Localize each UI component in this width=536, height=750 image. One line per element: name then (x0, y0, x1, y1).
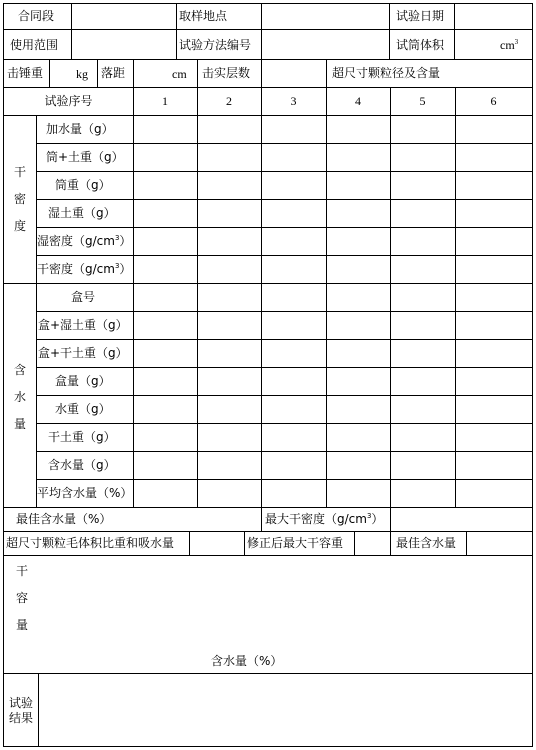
optimum-moisture-label-2: 最佳含水量 (396, 536, 457, 550)
row-divider (4, 283, 532, 284)
col-divider (390, 531, 391, 555)
moisture-group-label: 含 水 量 (13, 363, 26, 431)
row-divider (36, 311, 532, 312)
col-divider (36, 115, 37, 507)
col-divider (261, 87, 262, 507)
test-number: 4 (355, 94, 361, 108)
drop-distance-unit: cm (172, 67, 187, 81)
row-divider (4, 29, 532, 30)
col-divider (244, 531, 245, 555)
col-divider (466, 531, 467, 555)
row-divider (4, 87, 532, 88)
col-divider (176, 4, 177, 59)
row-divider (36, 451, 532, 452)
col-divider (454, 4, 455, 59)
contract-section-label: 合同段 (18, 9, 55, 23)
row-divider (36, 367, 532, 368)
col-divider (326, 59, 327, 87)
row-label-cylinder: 筒重（g） (55, 178, 111, 192)
row-divider (36, 395, 532, 396)
row-divider (4, 555, 532, 556)
dry-density-group-label: 干 密 度 (13, 165, 26, 233)
row-divider (36, 171, 532, 172)
row-divider (4, 673, 532, 674)
cylinder-volume-label: 试筒体积 (396, 38, 445, 52)
hammer-weight-label: 击锤重 (7, 66, 44, 80)
row-divider (36, 143, 532, 144)
test-number: 2 (226, 94, 232, 108)
col-divider (390, 507, 391, 531)
col-divider (133, 87, 134, 507)
row-label-box-number: 盒号 (71, 290, 96, 304)
col-divider (354, 531, 355, 555)
col-divider (38, 673, 39, 747)
col-divider (261, 4, 262, 59)
scope-label: 使用范围 (10, 38, 59, 52)
col-divider (71, 4, 72, 59)
max-dry-density-label: 最大干密度$(g/cm^3)$ (265, 512, 384, 526)
row-label-dry-soil: 干土重（g） (48, 430, 116, 444)
row-label-water: 水重（g） (55, 402, 111, 416)
graph-x-axis-label: 含水量（%） (211, 654, 283, 668)
row-label-box-wet-soil: 盒+湿土重（g） (38, 318, 128, 332)
row-label-wet-density: 湿密度$(g/cm^3)$ (37, 234, 132, 248)
row-divider (36, 199, 532, 200)
col-divider (97, 59, 98, 87)
row-divider (36, 255, 532, 256)
compaction-test-form (3, 3, 533, 747)
hammer-weight-unit: kg (76, 67, 88, 81)
row-divider (4, 531, 532, 532)
test-date-label: 试验日期 (396, 9, 445, 23)
row-divider (36, 227, 532, 228)
oversize-gravity-absorption-label: 超尺寸颗粒毛体积比重和吸水量 (6, 536, 175, 550)
row-label-wet-soil: 湿土重（g） (48, 206, 116, 220)
cylinder-volume-unit: $cm^3$ (500, 38, 519, 52)
row-divider (36, 423, 532, 424)
row-divider (36, 339, 532, 340)
row-divider (36, 479, 532, 480)
row-label-average-moisture: 平均含水量（%） (37, 486, 133, 500)
col-divider (326, 87, 327, 507)
row-label-dry-density: 干密度$(g/cm^3)$ (37, 262, 132, 276)
row-label-moisture: 含水量（g） (48, 458, 116, 472)
optimum-moisture-label: 最佳含水量（%） (16, 512, 112, 526)
row-label-box-dry-soil: 盒+干土重（g） (38, 346, 128, 360)
col-divider (49, 59, 50, 87)
sampling-location-label: 取样地点 (179, 9, 228, 23)
col-divider (390, 87, 391, 507)
row-divider (4, 507, 532, 508)
col-divider (261, 507, 262, 531)
row-divider (4, 115, 532, 116)
row-label-water-added: 加水量（g） (46, 122, 114, 136)
col-divider (455, 87, 456, 507)
col-divider (197, 87, 198, 507)
col-divider (389, 4, 390, 59)
compaction-layers-label: 击实层数 (202, 66, 251, 80)
graph-y-axis-label: 干 容 量 (15, 564, 28, 632)
col-divider (133, 59, 134, 87)
result-label-line1: 试验 (9, 696, 34, 710)
test-number: 3 (290, 94, 297, 108)
test-number: 1 (162, 94, 168, 108)
test-number: 6 (490, 94, 497, 108)
row-label-box: 盒量（g） (55, 374, 111, 388)
result-label-line2: 结果 (9, 711, 34, 725)
col-divider (197, 59, 198, 87)
row-divider (4, 59, 532, 60)
test-sequence-label: 试验序号 (44, 94, 93, 108)
col-divider (261, 59, 262, 87)
row-label-cylinder-soil: 筒+土重（g） (46, 150, 124, 164)
col-divider (189, 531, 190, 555)
corrected-max-dry-density-label: 修正后最大干容重 (247, 536, 344, 550)
oversize-particle-label: 超尺寸颗粒径及含量 (332, 66, 441, 80)
test-method-code-label: 试验方法编号 (179, 38, 252, 52)
drop-distance-label: 落距 (101, 66, 126, 80)
test-number: 5 (419, 94, 426, 108)
